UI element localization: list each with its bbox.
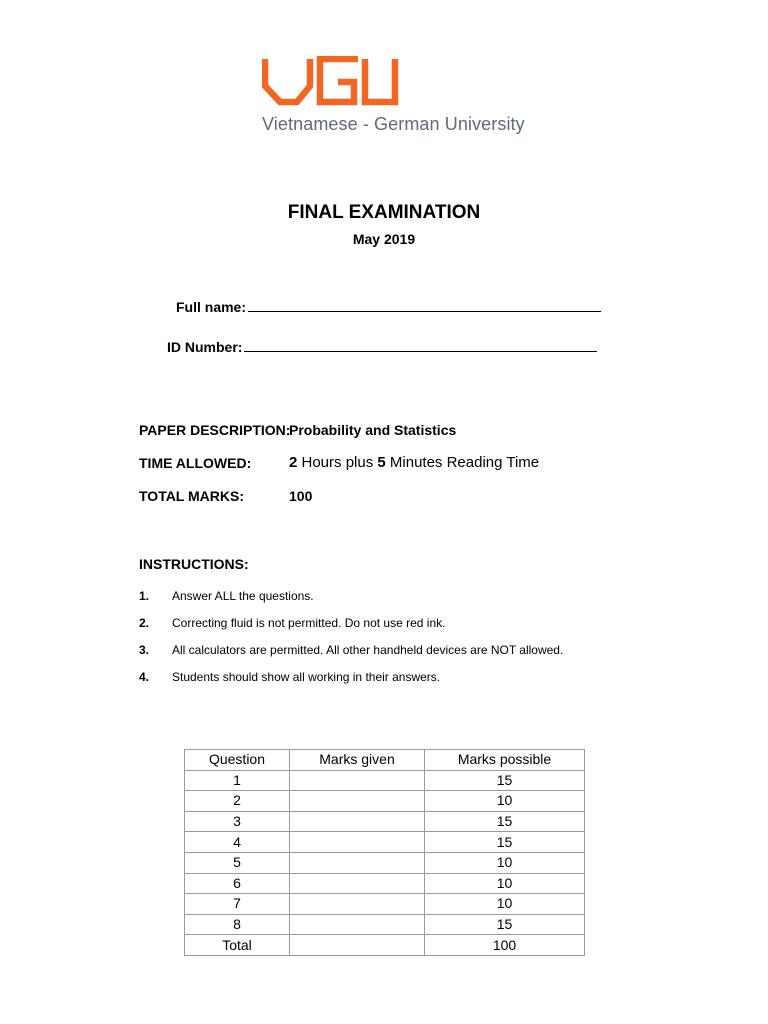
question-cell: 4	[185, 832, 290, 853]
logo-subtitle: Vietnamese - German University	[262, 114, 525, 134]
marks-given-cell[interactable]	[290, 914, 425, 935]
vgu-logo-wordmark	[262, 56, 402, 108]
marks-given-cell[interactable]	[290, 894, 425, 915]
time-allowed-label: TIME ALLOWED:	[139, 455, 252, 471]
paper-description-value: Probability and Statistics	[289, 422, 457, 438]
marks-possible-cell: 15	[425, 811, 585, 832]
exam-title: FINAL EXAMINATION	[287, 202, 481, 223]
time-minutes-text: Minutes Reading Time	[385, 454, 540, 471]
table-row	[185, 894, 585, 915]
time-minutes: 5	[377, 454, 386, 471]
marks-possible-cell: 15	[425, 914, 585, 935]
table-header-row	[185, 750, 585, 771]
instruction-number: 1.	[139, 589, 150, 603]
question-cell: 1	[185, 770, 290, 791]
total-label-cell: Total	[185, 935, 290, 956]
instruction-number: 3.	[139, 643, 150, 657]
marks-possible-cell: 15	[425, 770, 585, 791]
question-cell: 8	[185, 914, 290, 935]
question-cell: 6	[185, 873, 290, 894]
table-row	[185, 852, 585, 873]
total-marks-value: 100	[289, 488, 313, 504]
question-cell: 5	[185, 852, 290, 873]
total-possible-cell: 100	[425, 935, 585, 956]
table-row	[185, 811, 585, 832]
exam-date: May 2019	[352, 231, 416, 247]
full-name-field[interactable]	[176, 296, 601, 315]
instructions-heading: INSTRUCTIONS:	[139, 556, 249, 572]
paper-description-label: PAPER DESCRIPTION:	[139, 422, 291, 438]
marks-given-cell[interactable]	[290, 852, 425, 873]
marks-given-cell[interactable]	[290, 832, 425, 853]
instruction-text: All calculators are permitted. All other handheld devices are NOT allowed.	[172, 643, 564, 657]
table-row	[185, 832, 585, 853]
total-given-cell[interactable]	[290, 935, 425, 956]
marks-possible-cell: 10	[425, 852, 585, 873]
instruction-text: Correcting fluid is not permitted. Do not use red ink.	[172, 616, 446, 630]
question-cell: 3	[185, 811, 290, 832]
table-row	[185, 791, 585, 812]
header-question: Question	[185, 750, 290, 771]
id-number-line[interactable]	[244, 336, 597, 352]
instruction-number: 2.	[139, 616, 150, 630]
time-hours-text: Hours plus	[297, 454, 378, 471]
marks-possible-cell: 10	[425, 791, 585, 812]
marks-given-cell[interactable]	[290, 873, 425, 894]
id-number-field[interactable]	[167, 336, 597, 355]
time-hours: 2	[289, 454, 298, 471]
header-marks-given: Marks given	[290, 750, 425, 771]
table-total-row	[185, 935, 585, 956]
full-name-line[interactable]	[248, 296, 601, 312]
header-marks-possible: Marks possible	[425, 750, 585, 771]
marks-table	[184, 749, 585, 956]
marks-given-cell[interactable]	[290, 770, 425, 791]
instruction-text: Students should show all working in their answers.	[172, 670, 441, 684]
full-name-label: Full name:	[176, 299, 247, 315]
table-row	[185, 770, 585, 791]
question-cell: 7	[185, 894, 290, 915]
total-marks-label: TOTAL MARKS:	[139, 488, 244, 504]
instruction-number: 4.	[139, 670, 150, 684]
table-row	[185, 914, 585, 935]
question-cell: 2	[185, 791, 290, 812]
marks-possible-cell: 10	[425, 894, 585, 915]
time-allowed-value	[289, 454, 539, 471]
table-row	[185, 873, 585, 894]
id-number-label: ID Number:	[167, 339, 243, 355]
instruction-text: Answer ALL the questions.	[172, 589, 314, 603]
marks-given-cell[interactable]	[290, 811, 425, 832]
marks-possible-cell: 10	[425, 873, 585, 894]
marks-possible-cell: 15	[425, 832, 585, 853]
marks-given-cell[interactable]	[290, 791, 425, 812]
